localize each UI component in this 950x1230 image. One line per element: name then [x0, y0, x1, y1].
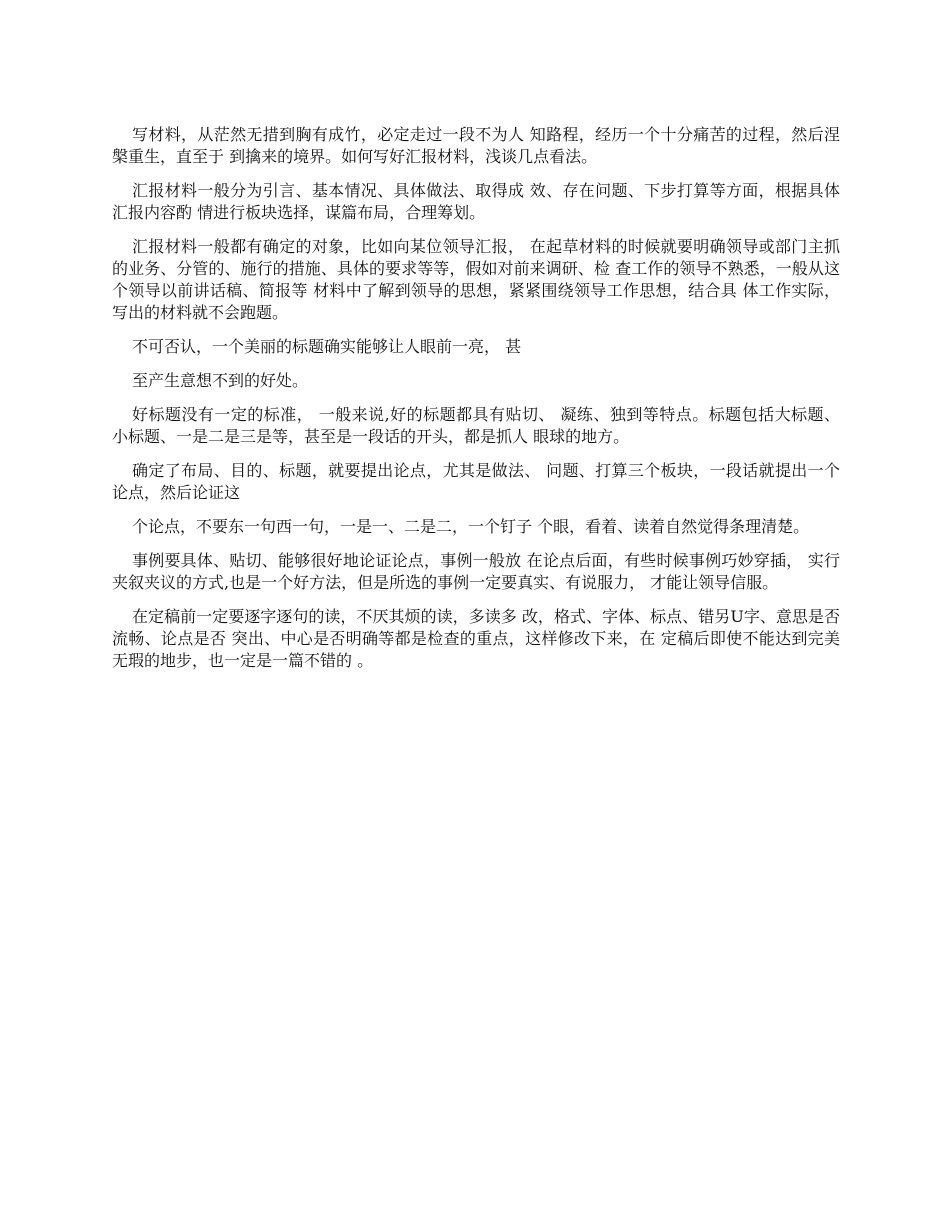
paragraph-4: 不可否认，一个美丽的标题确实能够让人眼前一亮， 甚 [132, 337, 522, 356]
paragraph-9: 事例要具体、贴切、能够很好地论证论点，事例一般放 在论点后面，有些时候事例巧妙穿插， 实行夹叙夹议的方式,也是一个好方法，但是所选的事例一定要真实、有说服力， 才能让领导信服。 [112, 551, 840, 592]
paragraph-5: 至产生意想不到的好处。 [132, 371, 309, 390]
paragraph-2: 汇报材料一般分为引言、基本情况、具体做法、取得成 效、存在问题、下步打算等方面，根据具体汇报内容酌 情进行板块选择，谋篇布局，合理筹划。 [112, 181, 840, 222]
paragraph-7: 确定了布局、目的、标题，就要提出论点，尤其是做法、 问题、打算三个板块，一段话就提出一个论点，然后论证这 [112, 461, 840, 502]
document-body [112, 124, 840, 684]
paragraph-8: 个论点，不要东一句西一句，一是一、二是二，一个钉子 个眼，看着、读着自然觉得条理清楚。 [132, 517, 810, 536]
paragraph-6: 好标题没有一定的标准， 一般来说,好的标题都具有贴切、 凝练、独到等特点。标题包括大标题、 小标题、一是二是三是等，甚至是一段话的开头，都是抓人 眼球的地方。 [112, 405, 840, 446]
paragraph-3: 汇报材料一般都有确定的对象，比如向某位领导汇报， 在起草材料的时候就要明确领导或部门主抓的业务、分管的、施行的措施、具体的要求等等，假如对前来调研、检 查工作的领导不熟悉，一般从这个领导以前讲话稿、简报等 材料中了解到领导的思想，紧紧围绕领导工作思想，结合具 体工作实际，写出的材料就不会跑题。 [112, 237, 840, 322]
paragraph-1: 写材料，从茫然无措到胸有成竹，必定走过一段不为人 知路程，经历一个十分痛苦的过程，然后涅槃重生，直至于 到擒来的境界。如何写好汇报材料，浅谈几点看法。 [112, 125, 840, 166]
paragraph-10: 在定稿前一定要逐字逐句的读，不厌其烦的读，多读多 改，格式、字体、标点、错另U字、意思是否流畅、论点是否 突出、中心是否明确等都是检查的重点，这样修改下来，在 定稿后即使不能达到完美无瑕的地步，也一定是一篇不错的 。 [112, 607, 840, 670]
